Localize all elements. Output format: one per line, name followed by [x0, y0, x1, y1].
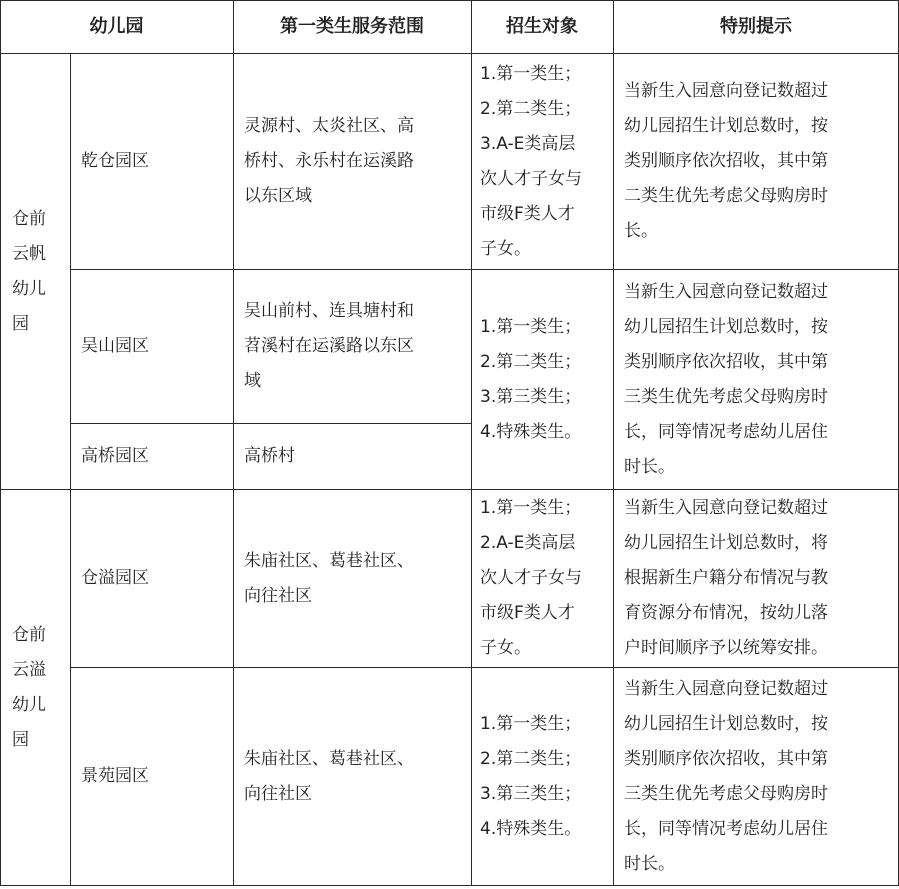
- notice-line: 当新生入园意向登记数超过: [624, 81, 828, 101]
- branch-scope: [234, 270, 471, 423]
- target-line: 市级F类人才: [480, 603, 575, 623]
- target-line: 子女。: [480, 638, 531, 658]
- target-line: 1.第一类生；: [480, 63, 582, 84]
- name-line: 园: [12, 729, 29, 750]
- notice-line: 三类生优先考虑父母购房时: [624, 386, 828, 407]
- kindergarten-name: [0, 54, 70, 489]
- notice-line: 长，同等情况考虑幼儿居住: [624, 421, 828, 442]
- target-line: 4.特殊类生。: [480, 421, 582, 442]
- scope-line: 灵源村、太炎社区、高: [244, 116, 414, 136]
- target-line: 1.第一类生；: [480, 713, 582, 734]
- notice-text: [614, 490, 898, 667]
- scope-line: 高桥村: [244, 446, 295, 466]
- name-line: 园: [12, 313, 29, 334]
- scope-line: 吴山前村、连具塘村和: [244, 301, 414, 321]
- target-line: 1.第一类生；: [480, 316, 582, 337]
- target-line: 2.第二类生；: [480, 98, 582, 119]
- notice-line: 当新生入园意向登记数超过: [624, 678, 828, 699]
- notice-line: 户时间顺序予以统筹安排。: [624, 638, 828, 658]
- target-line: 3.A-E类高层: [480, 133, 576, 154]
- name-line: 幼儿: [12, 278, 46, 299]
- header-notice: 特别提示: [720, 16, 792, 37]
- notice-line: 幼儿园招生计划总数时，按: [624, 116, 828, 136]
- branch-name: 景苑园区: [81, 766, 149, 786]
- branch-scope: [234, 490, 471, 667]
- scope-line: 桥村、永乐村在运溪路: [244, 151, 414, 171]
- header-target: 招生对象: [506, 16, 578, 37]
- name-line: 云溢: [12, 659, 46, 680]
- name-line: 仓前: [12, 624, 46, 645]
- target-line: 3.第三类生；: [480, 783, 582, 804]
- name-line: 仓前: [12, 208, 46, 229]
- notice-line: 幼儿园招生计划总数时，将: [624, 533, 828, 553]
- target-list: [472, 490, 613, 667]
- notice-line: 类别顺序依次招收，其中第: [624, 151, 828, 171]
- name-line: 幼儿: [12, 694, 46, 715]
- notice-line: 长。: [624, 221, 658, 241]
- target-list: [472, 668, 613, 885]
- header-kindergarten: 幼儿园: [89, 16, 144, 37]
- notice-text: [614, 54, 898, 269]
- notice-line: 根据新生户籍分布情况与教: [624, 568, 828, 588]
- header-scope: 第一类生服务范围: [280, 16, 424, 37]
- target-line: 次人才子女与: [480, 568, 582, 588]
- branch-scope: [234, 424, 471, 489]
- scope-line: 域: [244, 371, 261, 391]
- branch-scope: [234, 668, 471, 885]
- scope-line: 朱庙社区、葛巷社区、: [244, 748, 414, 769]
- target-line: 4.特殊类生。: [480, 818, 582, 839]
- target-list: [472, 270, 613, 489]
- branch-scope: [234, 54, 471, 269]
- notice-line: 类别顺序依次招收，其中第: [624, 748, 828, 769]
- scope-line: 向往社区: [244, 783, 312, 804]
- scope-line: 朱庙社区、葛巷社区、: [244, 550, 414, 571]
- scope-line: 以东区域: [244, 186, 312, 206]
- target-list: [472, 54, 613, 269]
- target-line: 2.A-E类高层: [480, 533, 576, 553]
- kindergarten-name: [0, 490, 70, 885]
- notice-line: 当新生入园意向登记数超过: [624, 281, 828, 302]
- notice-line: 三类生优先考虑父母购房时: [624, 783, 828, 804]
- branch-name: 吴山园区: [81, 336, 149, 356]
- notice-line: 时长。: [624, 853, 675, 874]
- scope-line: 向往社区: [244, 585, 312, 606]
- notice-text: [614, 270, 898, 489]
- notice-line: 育资源分布情况，按幼儿落: [624, 603, 828, 623]
- notice-line: 长，同等情况考虑幼儿居住: [624, 818, 828, 839]
- notice-line: 二类生优先考虑父母购房时: [624, 186, 828, 206]
- target-line: 子女。: [480, 238, 531, 259]
- target-line: 1.第一类生；: [480, 498, 582, 518]
- scope-line: 苕溪村在运溪路以东区: [244, 336, 414, 356]
- target-line: 次人才子女与: [480, 168, 582, 189]
- table-border-bottom: [0, 885, 899, 886]
- branch-name: 仓溢园区: [81, 568, 149, 588]
- notice-line: 当新生入园意向登记数超过: [624, 498, 828, 518]
- target-line: 3.第三类生；: [480, 386, 582, 407]
- name-line: 云帆: [12, 243, 46, 264]
- target-line: 2.第二类生；: [480, 748, 582, 769]
- target-line: 市级F类人才: [480, 203, 575, 224]
- notice-line: 幼儿园招生计划总数时，按: [624, 713, 828, 734]
- notice-line: 类别顺序依次招收，其中第: [624, 351, 828, 372]
- notice-line: 幼儿园招生计划总数时，按: [624, 316, 828, 337]
- branch-name: 高桥园区: [81, 446, 149, 466]
- target-line: 2.第二类生；: [480, 351, 582, 372]
- notice-line: 时长。: [624, 456, 675, 477]
- notice-text: [614, 668, 898, 885]
- branch-name: 乾仓园区: [81, 151, 149, 171]
